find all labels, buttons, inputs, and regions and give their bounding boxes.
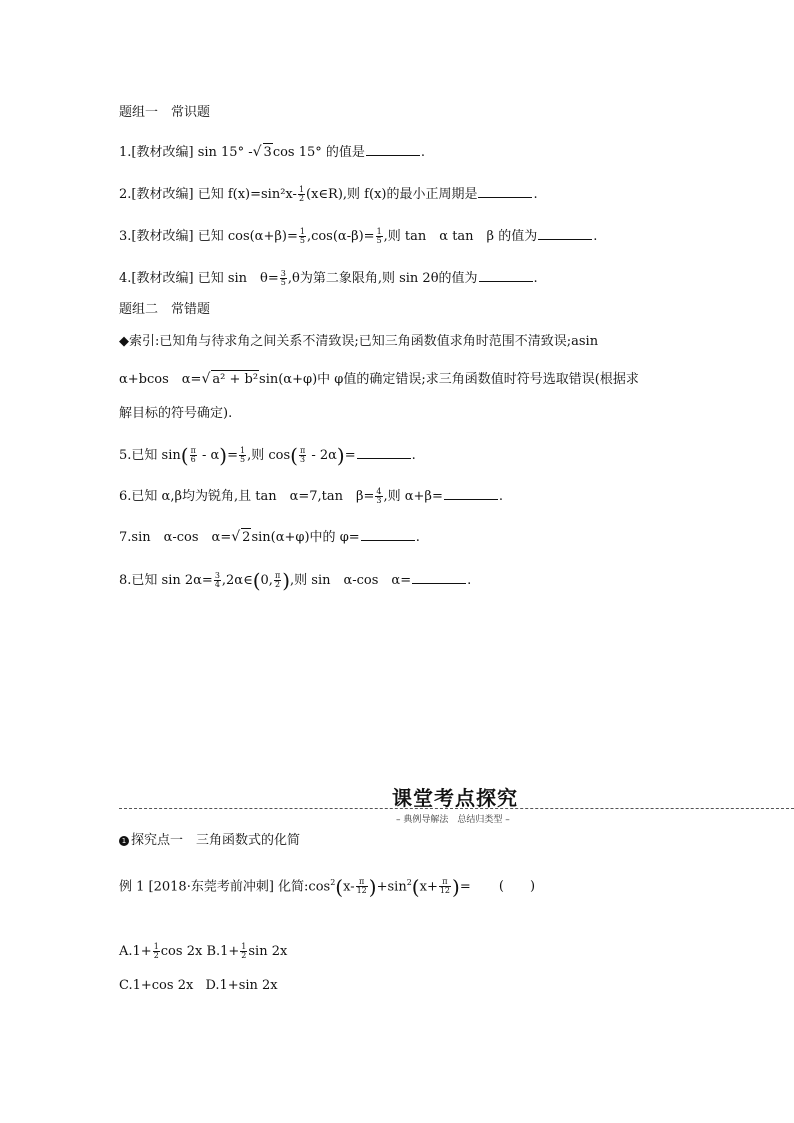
options-row-2 [119,977,278,995]
section-title: 课堂考点探究 [392,786,518,810]
error-index-line-2: α+bcos α=√ a² + b²sin(α+φ)中 φ值的确定错误;求三角函数值时符号选取错误(根据求 [119,371,639,387]
question-8: 8.已知 sin 2α= $\frac{3}{4}$ ,2α∈(0, $\frac{\pi}{2}$ ),则 sin α-cos α= . [119,568,472,593]
answer-blank[interactable] [538,226,592,240]
option-d[interactable]: D.1+sin 2x [205,978,278,993]
options-row-1 [119,943,287,961]
group1-title: 题组一 常识题 [119,105,211,120]
group2-title: 题组二 常错题 [119,302,211,317]
question-4: 4.[教材改编] 已知 sin θ= $\frac{3}{5}$ ,θ为第二象限角,则 sin 2θ的值为 . [119,269,538,287]
question-6: 6.已知 α,β均为锐角,且 tan α=7,tan β= $\frac{4}{3}$ ,则 α+β= . [119,487,503,505]
answer-blank[interactable] [478,184,532,198]
number-badge-icon: 1 [119,836,129,846]
example-1: 例 1 [2018·东莞考前冲刺] 化简$:\cos^2(x-$ $\frac{\pi}{12}$ )$+\sin^2(x+$ $\frac{\pi}{12}$ )= ( ) [119,874,536,899]
answer-blank[interactable] [412,570,466,584]
question-5: 5.已知 sin( $\frac{\pi}{6}$ - α)= $\frac{1}{5}$ ,则 cos( $\frac{\pi}{3}$ - 2α)= . [119,443,416,468]
answer-blank[interactable] [361,527,415,541]
answer-blank[interactable] [366,142,420,156]
section-subtitle: – 典例导解法 总结归类型 – [396,815,510,825]
option-c[interactable]: C.1+cos 2x [119,978,194,993]
question-1: 1.[教材改编] sin 15° -√ 3cos 15° 的值是 . [119,144,426,160]
error-index-line-1: ◆索引:已知角与待求角之间关系不清致误;已知三角函数值求角时范围不清致误;asin [119,334,599,349]
answer-blank[interactable] [444,486,498,500]
question-7: 7.sin α-cos α=√ 2sin(α+φ)中的 φ= . [119,529,420,545]
error-index-line-3: 解目标的符号确定). [119,406,233,421]
answer-blank[interactable] [357,445,411,459]
option-a[interactable]: A.1+ $\frac{1}{2}$ cos 2x [119,942,203,960]
answer-blank[interactable] [479,268,533,282]
question-2: 2.[教材改编] 已知 f(x)=sin²x- $\frac{1}{2}$ (x∈R),则 f(x)的最小正周期是 . [119,185,538,203]
explore-point-title: 1 探究点一 三角函数式的化简 [119,832,300,850]
answer-paren-blank[interactable]: ( ) [498,879,536,895]
question-3: 3.[教材改编] 已知 cos(α+β)= $\frac{1}{5}$ ,cos(α-β)= $\frac{1}{5}$ ,则 tan α tan β 的值为 . [119,227,598,245]
option-b[interactable]: B.1+ $\frac{1}{2}$ sin 2x [206,942,288,960]
section-divider [119,808,794,809]
